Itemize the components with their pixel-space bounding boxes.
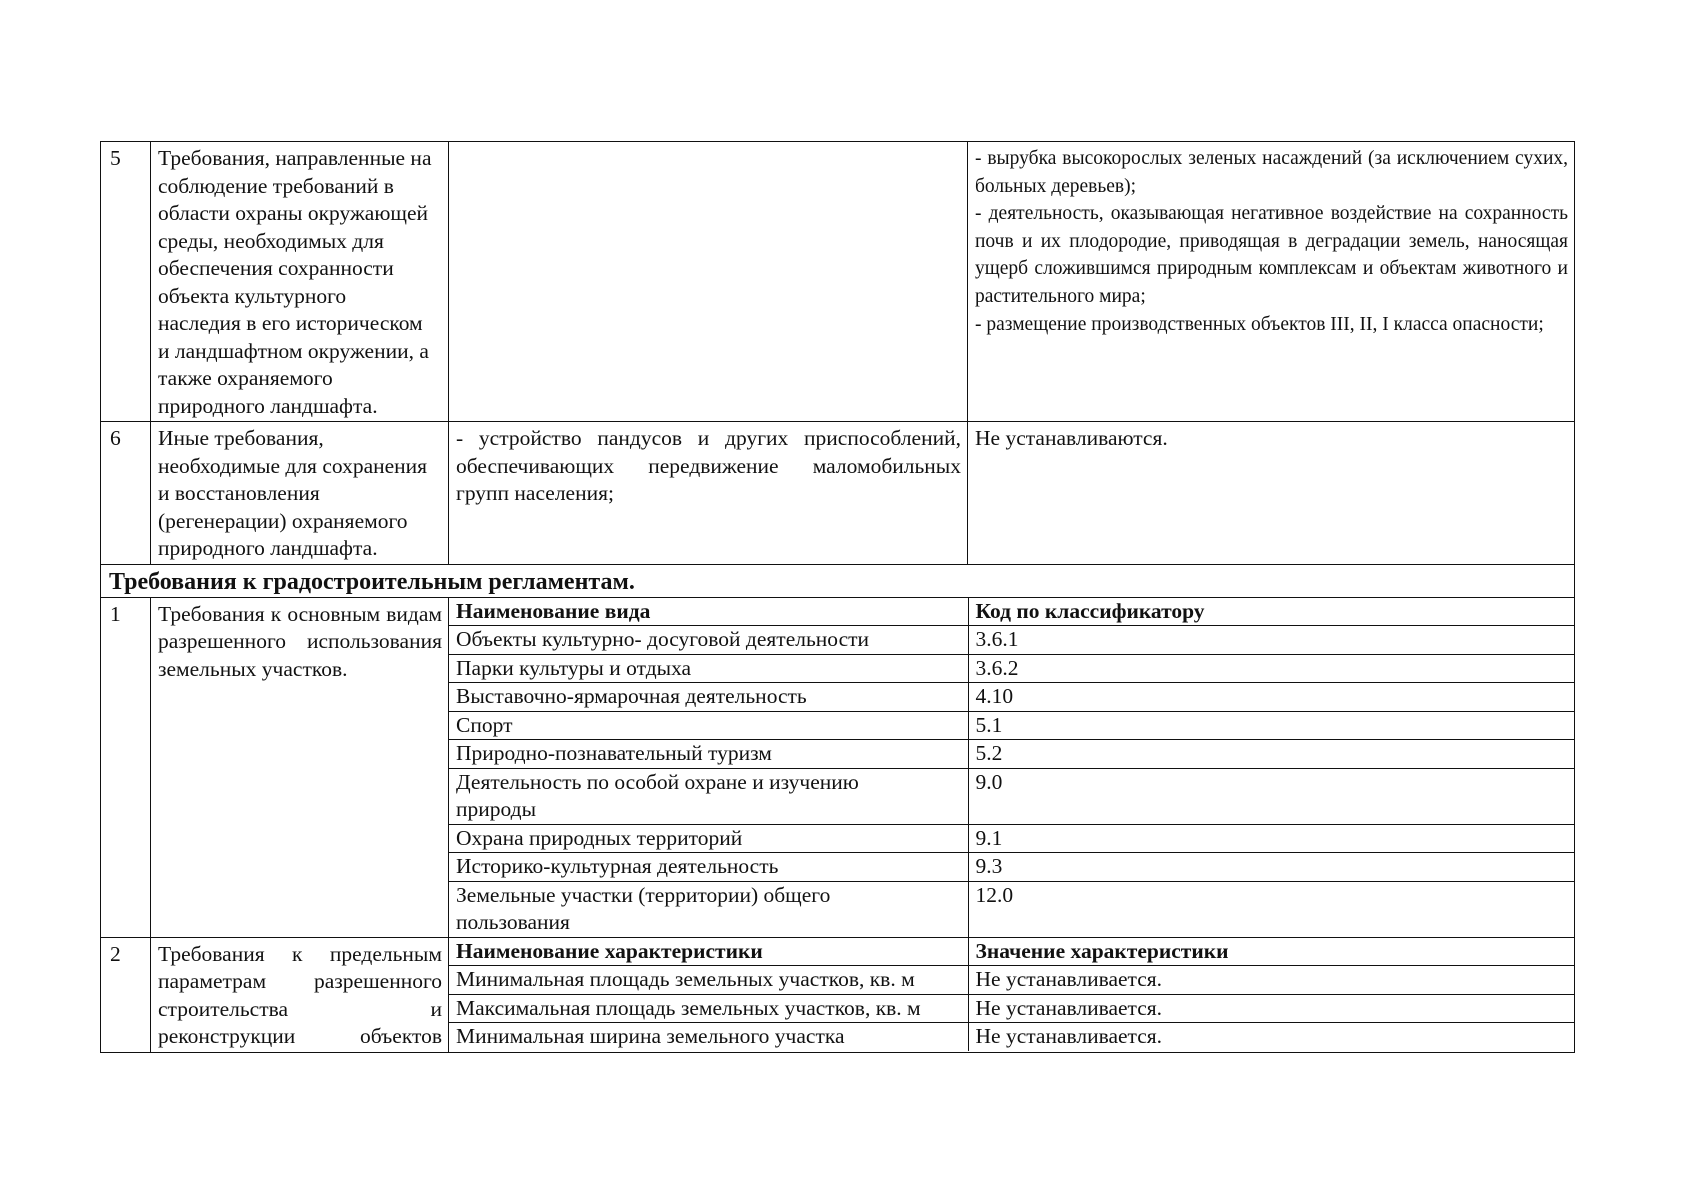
table-row [101,422,1575,565]
classifier-code: 3.6.1 [968,626,1575,655]
parameter-name: Минимальная площадь земельных участков, кв. м [449,966,968,995]
use-type-name: Выставочно-ярмарочная деятельность [449,683,968,712]
title-line: объекта культурного [158,283,347,308]
title-line: и восстановления [158,481,320,505]
restriction-item: - размещение производственных объектов III, II, I класса опасности; [975,313,1544,335]
use-type-name: Земельные участки (территории) общего пользования [456,882,831,934]
document-page [100,141,1574,1053]
title-line: и ландшафтном окружении, а [158,338,429,363]
inner-row [449,768,1575,824]
inner-row [449,824,1575,853]
allowed-cell: - устройство пандусов и других приспособлений, обеспечивающих передвижение маломобильных групп населения; [449,422,968,565]
restriction-item: Не устанавливаются. [975,426,1168,450]
restrictions-cell [968,142,1575,422]
inner-row [449,740,1575,769]
classifier-code: 5.2 [968,740,1575,769]
inner-row [449,966,1575,995]
title-line: Иные требования, [158,426,324,450]
restriction-item: - деятельность, оказывающая негативное воздействие на сохранность почв и их плодородие, приводящая в деградации земель, наносящая ущерб сложившимся природным комплексам и объектам животного и растительного мира; [975,203,1568,307]
inner-row [449,683,1575,712]
row-number: 2 [101,937,151,1052]
classifier-code: 9.1 [968,824,1575,853]
restriction-item: - вырубка высокорослых зеленых насаждений (за исключением сухих, больных деревьев); [975,148,1568,197]
inner-row [449,711,1575,740]
column-header: Код по классификатору [968,598,1575,626]
regulations-table [100,141,1575,1053]
inner-row [449,881,1575,937]
inner-row [449,654,1575,683]
title-line: природного ландшафта. [158,536,378,560]
classifier-code: 9.3 [968,853,1575,882]
use-type-name: Парки культуры и отдыха [449,654,968,683]
row-number: 1 [101,597,151,937]
parameter-value: Не устанавливается. [968,994,1575,1023]
title-line: также охраняемого [158,366,333,390]
inner-header-row [449,598,1575,626]
section-row [101,564,1575,597]
parameter-name: Максимальная площадь земельных участков, кв. м [449,994,968,1023]
classifier-code: 5.1 [968,711,1575,740]
use-type-name: Деятельность по особой охране и изучению природы [449,768,968,824]
inner-row [449,994,1575,1023]
parameter-value: Не устанавливается. [968,966,1575,995]
title-line: природного ландшафта. [158,393,378,418]
requirement-title: Требования к основным видам разрешенного использования земельных участков. [151,597,449,937]
section-title: Требования к градостроительным регламентам. [101,564,1575,597]
classifier-code: 9.0 [968,768,1575,824]
requirement-title: Требования к предельным параметрам разрешенного строительства и реконструкции объектов [151,937,449,1052]
parameter-name: Минимальная ширина земельного участка [456,1024,845,1048]
column-header: Наименование вида [449,598,968,626]
title-line: среды, необходимых для [158,228,384,253]
title-line: соблюдение требований в [158,173,394,198]
title-line: наследия в его историческом [158,311,423,335]
row-number: 5 [101,142,151,422]
classifier-code: 12.0 [968,881,1575,937]
parameters-table [449,938,1575,1051]
table-row [101,597,1575,937]
title-line: необходимые для сохранения [158,453,428,478]
row-number: 6 [101,422,151,565]
use-type-name: Спорт [449,711,968,740]
title-line: Требования, направленные на [158,146,432,170]
allowed-cell [449,142,968,422]
requirement-title [151,142,449,422]
inner-row [449,853,1575,882]
requirement-title [151,422,449,565]
parameters-cell [449,937,1575,1052]
table-row [101,937,1575,1052]
inner-row [449,1023,1575,1051]
classifier-code: 4.10 [968,683,1575,712]
use-types-table [449,598,1575,937]
parameter-value: Не устанавливается. [968,1023,1575,1051]
use-type-name: Охрана природных территорий [449,824,968,853]
column-header: Наименование характеристики [449,938,968,966]
inner-row [449,626,1575,655]
title-line: (регенерации) охраняемого [158,508,408,533]
title-line: обеспечения сохранности [158,256,394,280]
classifier-code: 3.6.2 [968,654,1575,683]
inner-header-row [449,938,1575,966]
use-type-name: Природно-познавательный туризм [449,740,968,769]
use-type-name: Историко-культурная деятельность [449,853,968,882]
column-header: Значение характеристики [968,938,1575,966]
table-row [101,142,1575,422]
use-types-cell [449,597,1575,937]
use-type-name: Объекты культурно- досуговой деятельности [449,626,968,655]
title-line: области охраны окружающей [158,201,429,225]
restrictions-cell [968,422,1575,565]
